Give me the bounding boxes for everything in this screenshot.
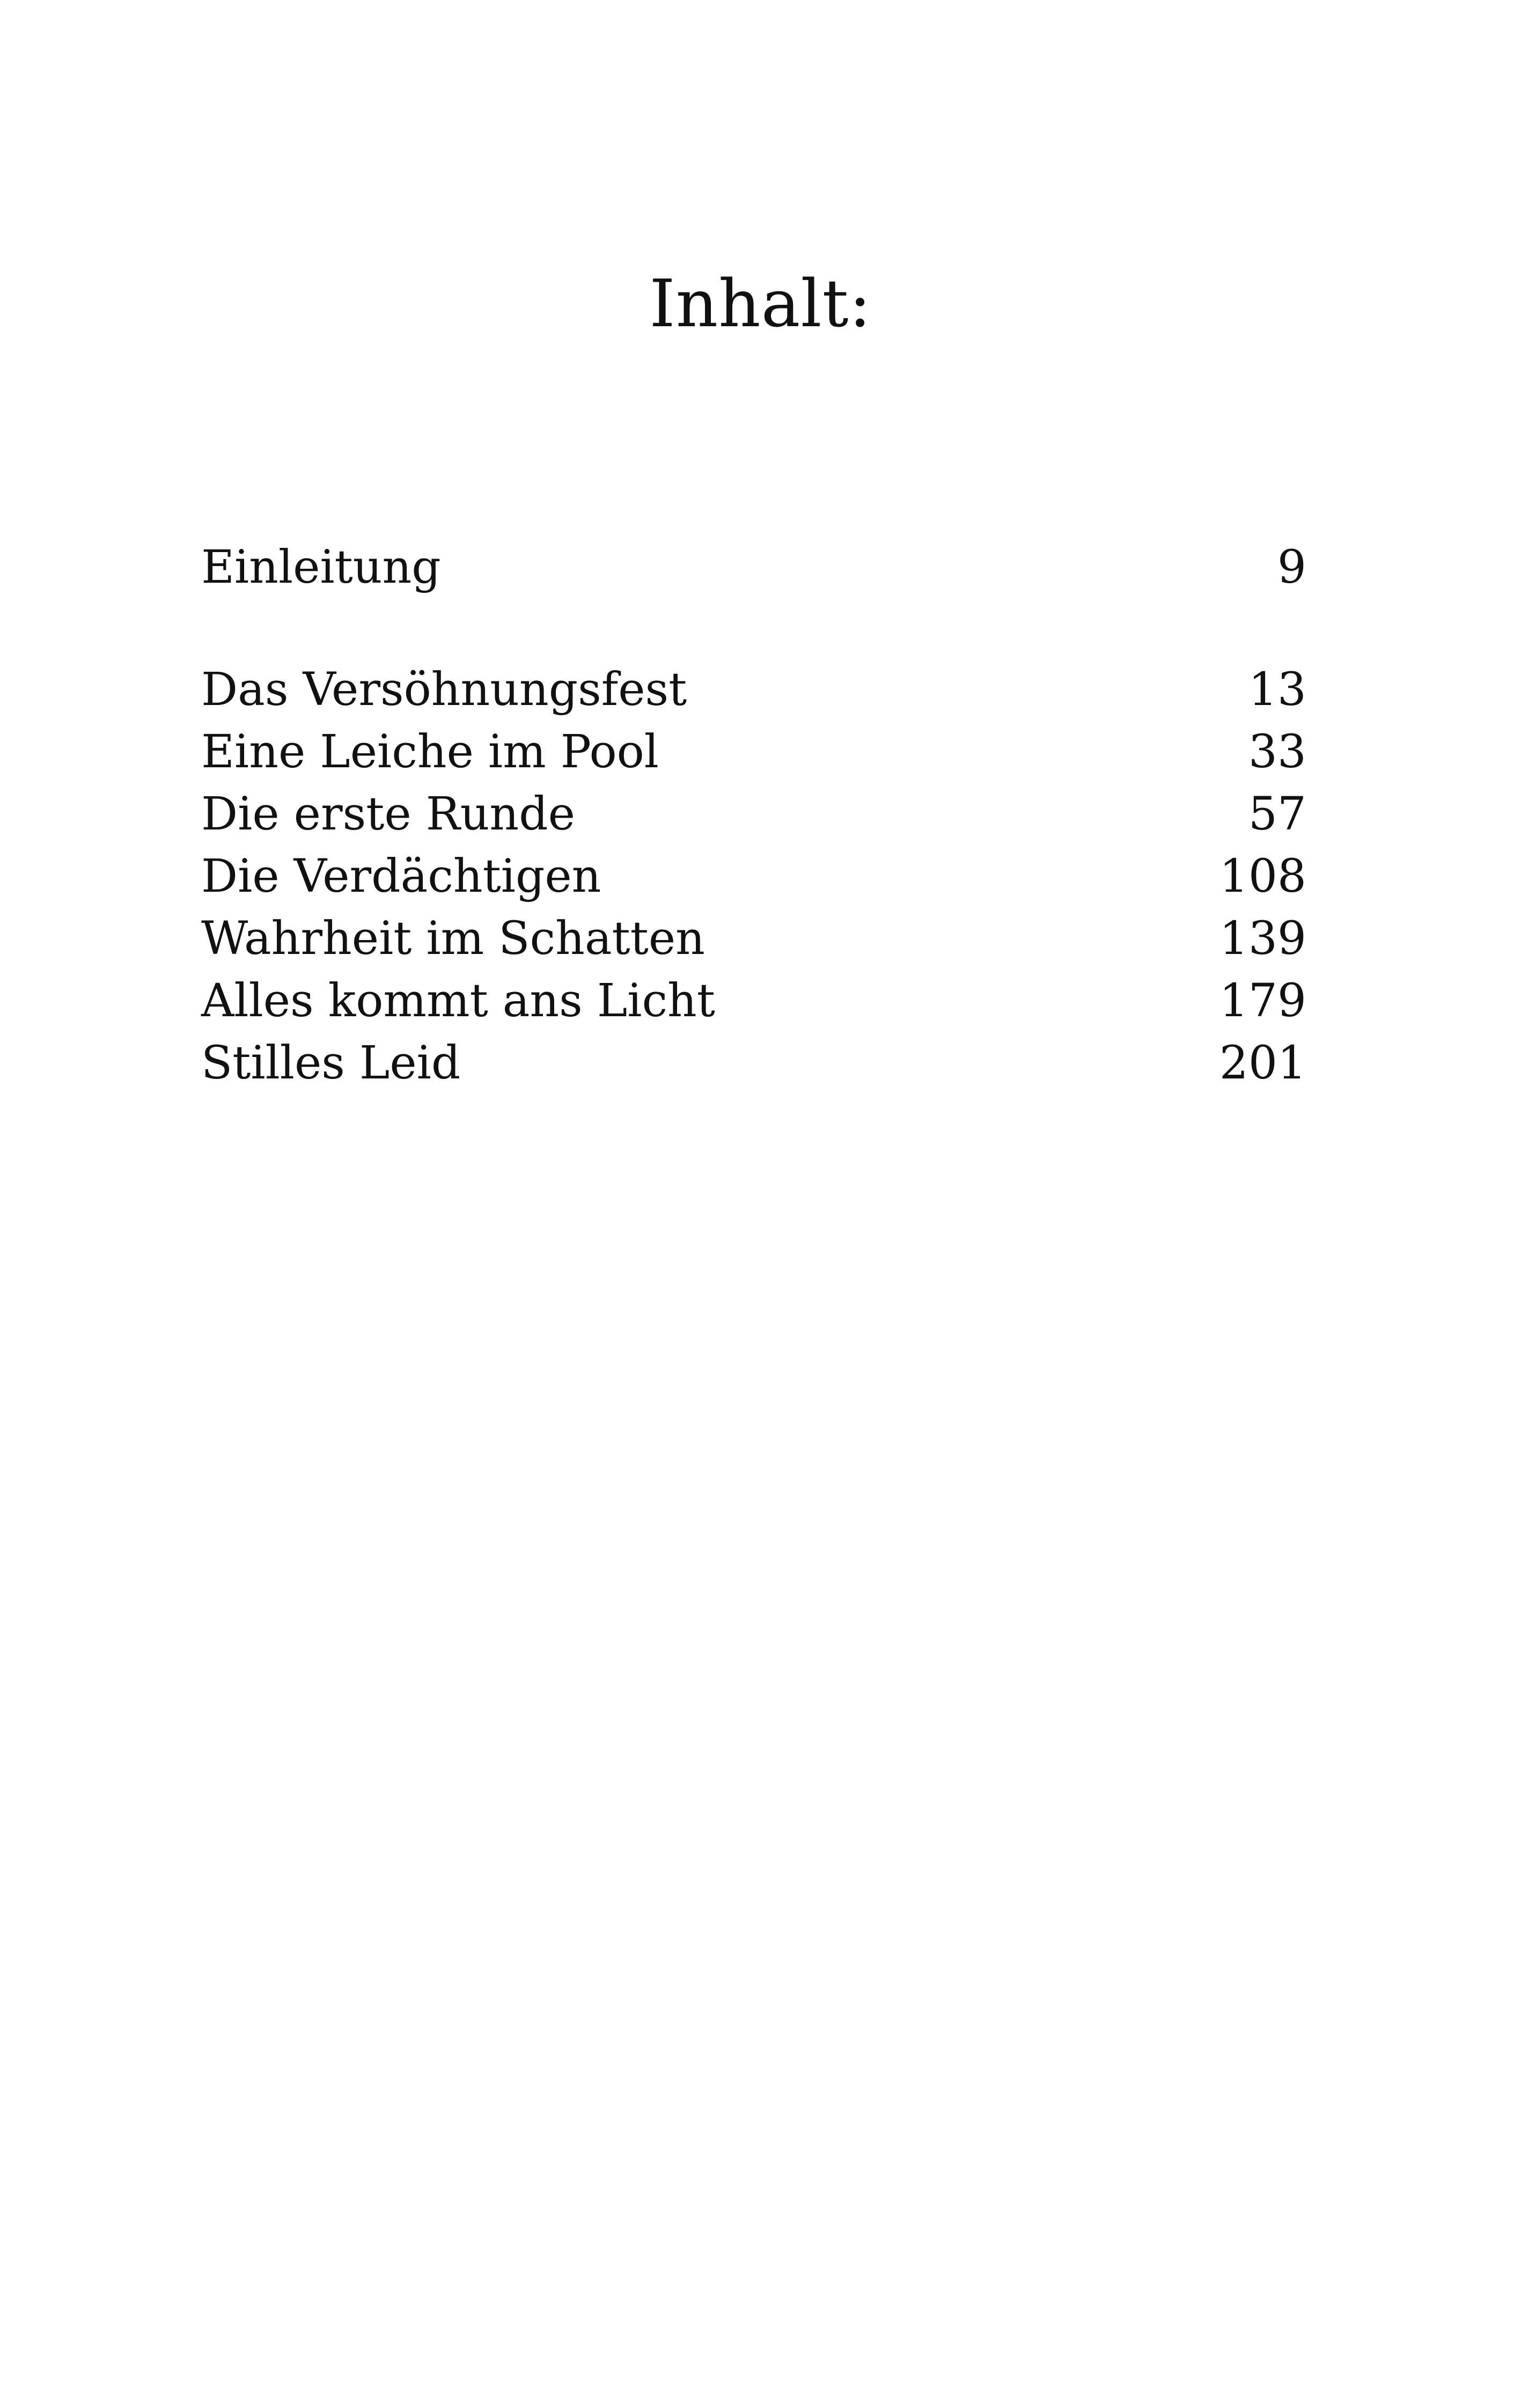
- toc-entry-label: Die erste Runde: [201, 788, 575, 841]
- toc-entry-label: Eine Leiche im Pool: [201, 725, 659, 779]
- toc-entry-label: Einleitung: [201, 541, 441, 594]
- page-title: Inhalt:: [649, 266, 872, 342]
- toc-entry-page-number: 179: [1219, 974, 1306, 1027]
- toc-entry-label: Stilles Leid: [201, 1037, 461, 1090]
- toc-entry: [201, 783, 1306, 846]
- toc-entry: [201, 721, 1306, 783]
- toc-entry: [201, 1032, 1306, 1095]
- toc-entry: [201, 846, 1306, 908]
- toc-entry-page-number: 201: [1219, 1037, 1306, 1090]
- toc-entry-label: Wahrheit im Schatten: [201, 912, 705, 965]
- toc-entry: [201, 970, 1306, 1032]
- toc-entry-intro: [201, 537, 1306, 599]
- toc-entry-page-number: 33: [1248, 725, 1306, 779]
- table-of-contents: [201, 537, 1306, 1095]
- toc-entry-page-number: 108: [1219, 850, 1306, 903]
- toc-entry-page-number: 13: [1248, 663, 1306, 716]
- toc-entry: [201, 659, 1306, 721]
- toc-spacer: [201, 599, 1306, 659]
- toc-entry-page-number: 9: [1277, 541, 1306, 594]
- toc-entry-label: Die Verdächtigen: [201, 850, 601, 903]
- toc-entry-label: Das Versöhnungsfest: [201, 663, 687, 716]
- toc-entry-page-number: 139: [1219, 912, 1306, 965]
- toc-entry-label: Alles kommt ans Licht: [201, 974, 715, 1027]
- toc-entry-page-number: 57: [1248, 788, 1306, 841]
- toc-entry: [201, 908, 1306, 970]
